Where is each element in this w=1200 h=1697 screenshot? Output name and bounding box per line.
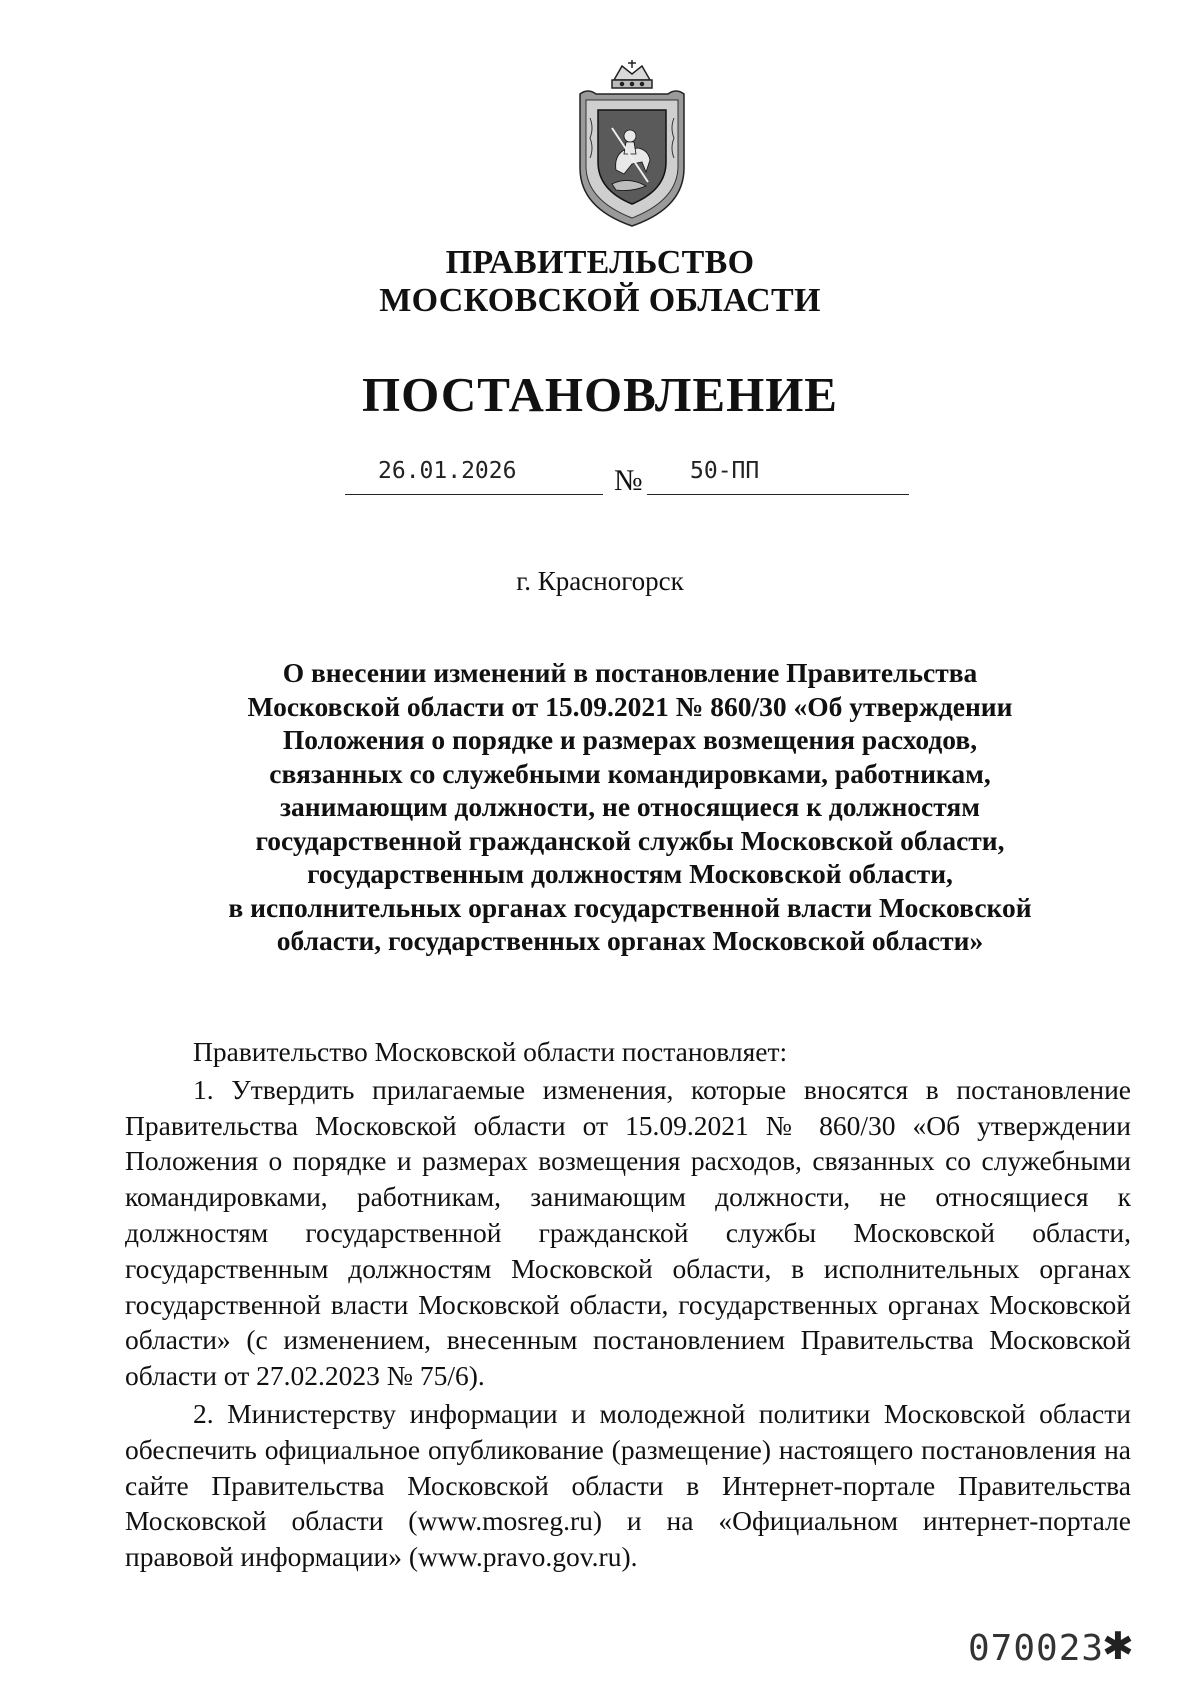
org-name-line1: ПРАВИТЕЛЬСТВО — [445, 244, 755, 281]
title-line: занимающим должности, не относящиеся к должностям — [279, 791, 981, 822]
document-serial-number: 070023 — [968, 1628, 1105, 1669]
date-underline — [345, 494, 603, 495]
title-line: государственной гражданской службы Московской области, — [255, 824, 1005, 856]
body-item-2: 2. Министерству информации и молодежной политики Московской области обеспечить официальное опубликование (размещение) настоящего постановления на сайте Правительства Московской области в Интернет-портале Правительства Московской области (www.mosreg.ru) и на «Официальном интернет-портале правовой информации» (www.pravo.gov.ru). — [125, 1397, 1131, 1573]
title-line: области, государственных органах Московской области» — [276, 925, 984, 956]
title-line: в исполнительных органах государственной власти Московской — [228, 891, 1032, 923]
city-line: г. Красногорск — [516, 566, 684, 596]
registration-number: 50-ПП — [690, 458, 760, 484]
number-sign: № — [614, 464, 643, 497]
body-item-1: 1. Утвердить прилагаемые изменения, которые вносятся в постановление Правительства Московской области от 15.09.2021 № 860/30 «Об утверждении Положения о порядке и размерах возмещения расходов, связанных со служебными командировками, работникам, занимающим должности, не относящиеся к должностям государственной гражданской службы Московской области, государственным должностям Московской области, в исполнительных органах государственной власти Московской области, государственных органах Московской области» (с изменением, внесенным постановлением Правительства Московской области от 27.02.2023 № 75/6). — [125, 1073, 1131, 1392]
registration-date: 26.01.2026 — [378, 458, 517, 484]
title-line: Московской области от 15.09.2021 № 860/30 «Об утверждении — [247, 690, 1013, 722]
org-name-line2: МОСКОВСКОЙ ОБЛАСТИ — [379, 282, 821, 319]
number-underline — [647, 494, 909, 495]
body-intro: Правительство Московской области постановляет: — [193, 1036, 788, 1067]
coat-of-arms-icon — [572, 58, 692, 230]
title-line: государственным должностям Московской области, — [307, 858, 953, 889]
document-body — [125, 1034, 1131, 1575]
title-line: связанных со служебными командировками, работникам, — [269, 757, 991, 789]
document-title — [190, 656, 1070, 958]
title-line: О внесении изменений в постановление Правительства — [282, 657, 978, 688]
title-line: Положения о порядке и размерах возмещения расходов, — [282, 724, 978, 755]
document-type-heading: ПОСТАНОВЛЕНИЕ — [362, 367, 838, 422]
asterisk-icon: ✱ — [1102, 1626, 1134, 1668]
